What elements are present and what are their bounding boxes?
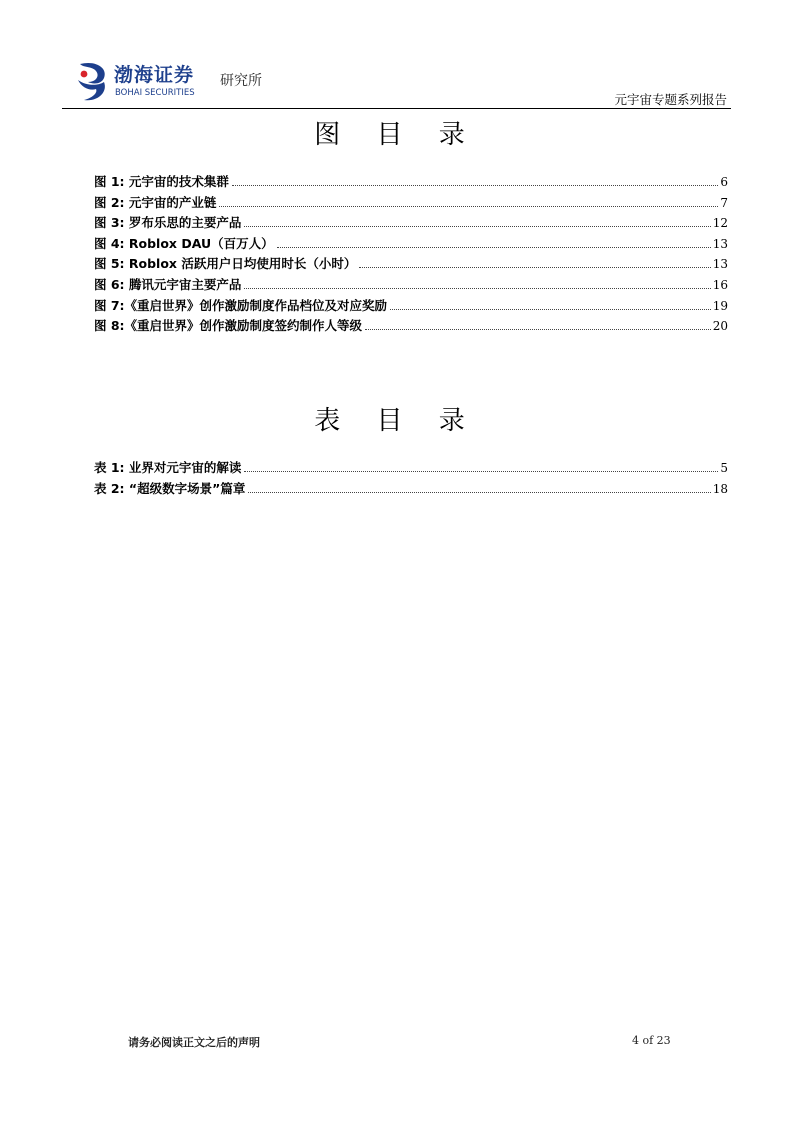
bohai-logo	[74, 60, 284, 104]
toc-entry-page: 5	[720, 461, 728, 475]
toc-entry-label: 表 1: 业界对元宇宙的解读	[94, 460, 242, 475]
toc-leader-dots	[232, 185, 718, 186]
page-header	[0, 0, 793, 112]
toc-entry-label: 图 6: 腾讯元宇宙主要产品	[94, 276, 242, 292]
toc-entry-page: 16	[712, 277, 728, 292]
logo-chinese-name: 渤海证券	[114, 64, 195, 86]
toc-entry-page: 7	[720, 195, 728, 210]
toc-entry-label: 图 7:《重启世界》创作激励制度作品档位及对应奖励	[94, 297, 388, 313]
toc-entry-figure-8[interactable]	[94, 316, 728, 337]
toc-entry-label: 图 4: Roblox DAU（百万人）	[94, 235, 274, 251]
toc-entry-label: 图 8:《重启世界》创作激励制度签约制作人等级	[94, 318, 363, 334]
toc-leader-dots	[390, 309, 711, 310]
toc-entry-figure-2[interactable]	[94, 193, 728, 214]
figures-toc-list	[94, 172, 728, 337]
bohai-logo-icon	[74, 60, 110, 102]
toc-entry-figure-4[interactable]	[94, 234, 728, 255]
toc-leader-dots	[219, 206, 718, 207]
toc-leader-dots	[359, 267, 710, 268]
toc-entry-label: 图 1: 元宇宙的技术集群	[94, 174, 229, 189]
toc-leader-dots	[365, 329, 711, 330]
toc-entry-label: 表 2: “超级数字场景”篇章	[94, 480, 246, 496]
toc-leader-dots	[248, 492, 710, 493]
toc-entry-page: 19	[712, 298, 728, 313]
figures-toc-title: 图 目 录	[314, 120, 479, 150]
toc-leader-dots	[244, 288, 710, 289]
toc-entry-page: 6	[720, 175, 728, 189]
header-divider	[62, 108, 731, 109]
institute-label: 研究所	[220, 73, 262, 89]
toc-entry-page: 20	[712, 319, 728, 334]
tables-toc-list	[94, 458, 728, 499]
toc-entry-table-1[interactable]	[94, 458, 728, 479]
toc-entry-page: 12	[712, 216, 728, 231]
toc-leader-dots	[277, 247, 711, 248]
toc-entry-label: 图 5: Roblox 活跃用户日均使用时长（小时）	[94, 256, 357, 272]
footer-page-number: 4 of 23	[632, 1034, 671, 1047]
toc-entry-label: 图 2: 元宇宙的产业链	[94, 194, 217, 210]
toc-entry-page: 13	[712, 236, 728, 251]
toc-entry-figure-7[interactable]	[94, 296, 728, 317]
toc-entry-label: 图 3: 罗布乐思的主要产品	[94, 215, 242, 231]
toc-entry-table-2[interactable]	[94, 479, 728, 500]
logo-english-name: BOHAI SECURITIES	[115, 88, 195, 98]
toc-entry-figure-3[interactable]	[94, 213, 728, 234]
toc-entry-page: 13	[712, 257, 728, 272]
toc-entry-figure-1[interactable]	[94, 172, 728, 193]
toc-entry-figure-6[interactable]	[94, 275, 728, 296]
footer-disclaimer: 请务必阅读正文之后的声明	[128, 1036, 260, 1049]
report-series-title: 元宇宙专题系列报告	[614, 92, 727, 107]
tables-toc-title: 表 目 录	[314, 406, 479, 436]
toc-leader-dots	[244, 471, 718, 472]
toc-entry-figure-5[interactable]	[94, 254, 728, 275]
toc-leader-dots	[244, 226, 710, 227]
toc-entry-page: 18	[712, 481, 728, 496]
